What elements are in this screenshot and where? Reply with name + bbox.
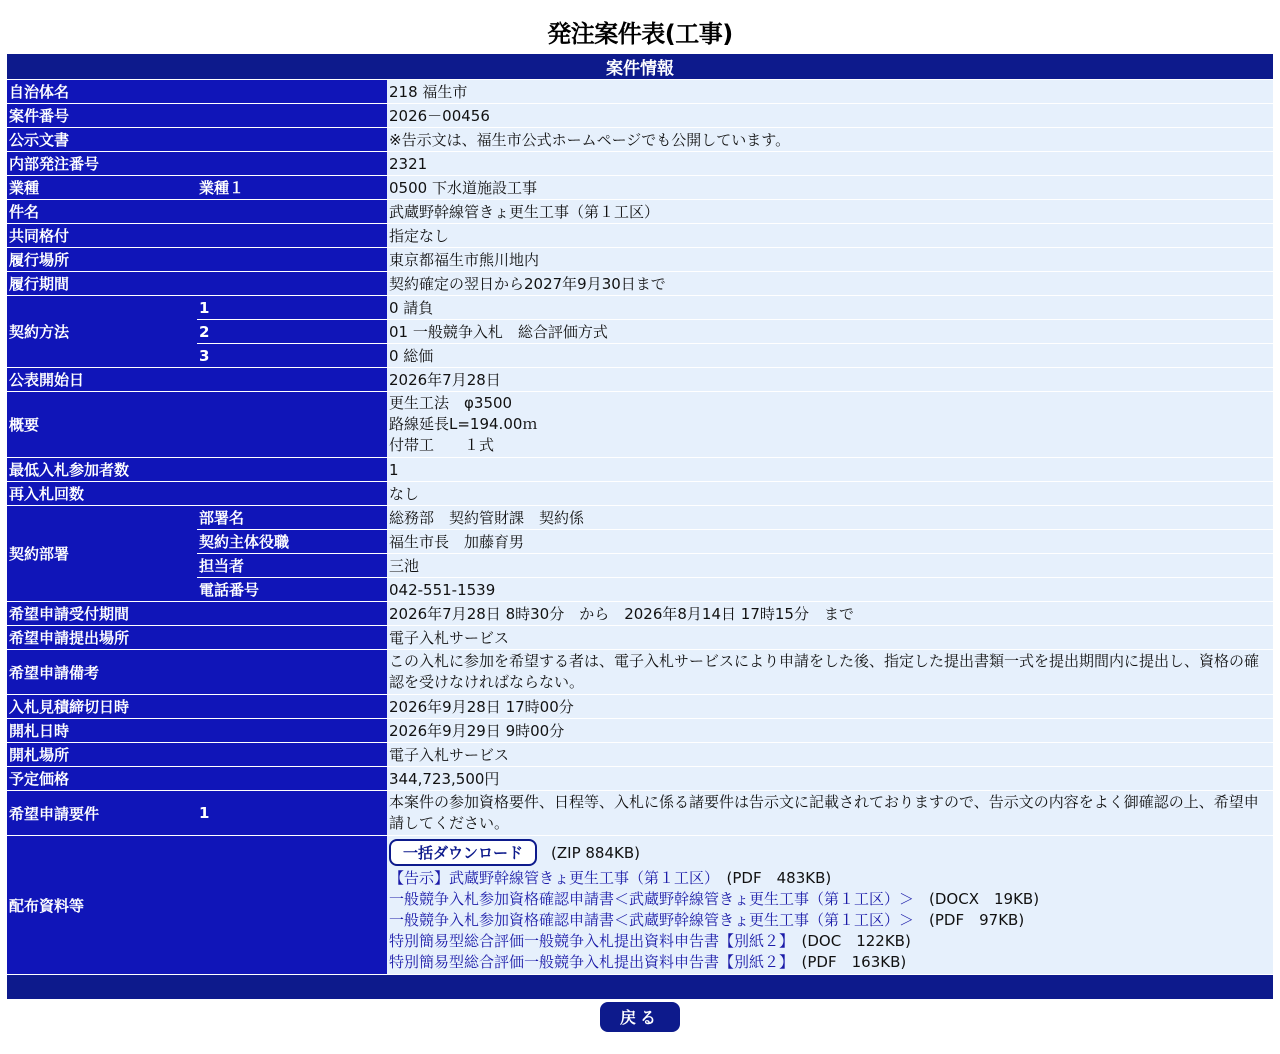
table-row <box>7 320 1273 343</box>
field-label: 開札場所 <box>7 743 387 766</box>
table-row <box>7 482 1273 505</box>
section-header: 案件情報 <box>7 54 1273 79</box>
field-value: 三池 <box>387 554 1273 577</box>
table-row <box>7 80 1273 103</box>
file-link[interactable]: 一般競争入札参加資格確認申請書＜武蔵野幹線管きょ更生工事（第１工区）＞ <box>389 911 915 929</box>
table-row <box>7 152 1273 175</box>
field-value: 2321 <box>387 152 1273 175</box>
field-value: 2026年9月29日 9時00分 <box>387 719 1273 742</box>
info-table <box>7 53 1273 975</box>
field-value: 042-551-1539 <box>387 578 1273 601</box>
field-label: 履行場所 <box>7 248 387 271</box>
table-row <box>7 554 1273 577</box>
field-label: 希望申請受付期間 <box>7 602 387 625</box>
field-label: 入札見積締切日時 <box>7 695 387 718</box>
summary-line: 更生工法 φ3500 <box>389 394 513 412</box>
field-value <box>387 392 1273 457</box>
field-sublabel: 部署名 <box>197 506 387 529</box>
table-row <box>7 578 1273 601</box>
table-row <box>7 695 1273 718</box>
field-label: 配布資料等 <box>7 836 387 974</box>
field-label: 開札日時 <box>7 719 387 742</box>
field-value: なし <box>387 482 1273 505</box>
file-meta: (PDF 483KB) <box>726 869 832 887</box>
back-button[interactable]: 戻る <box>600 1002 680 1032</box>
field-value: 2026年9月28日 17時00分 <box>387 695 1273 718</box>
table-row <box>7 368 1273 391</box>
field-sublabel: 担当者 <box>197 554 387 577</box>
table-row <box>7 602 1273 625</box>
field-value: 2026－00456 <box>387 104 1273 127</box>
table-row <box>7 272 1273 295</box>
table-row <box>7 530 1273 553</box>
table-row <box>7 176 1273 199</box>
field-label: 件名 <box>7 200 387 223</box>
field-label: 契約方法 <box>7 296 197 367</box>
table-row <box>7 458 1273 481</box>
field-label: 共同格付 <box>7 224 387 247</box>
file-link[interactable]: 特別簡易型総合評価一般競争入札提出資料申告書【別紙２】 <box>389 953 787 971</box>
distribution-files <box>387 836 1273 974</box>
table-row <box>7 767 1273 790</box>
table-row <box>7 506 1273 529</box>
field-value: 指定なし <box>387 224 1273 247</box>
table-row <box>7 224 1273 247</box>
field-value: 0500 下水道施設工事 <box>387 176 1273 199</box>
field-value: 契約確定の翌日から2027年9月30日まで <box>387 272 1273 295</box>
field-label: 希望申請備考 <box>7 650 387 694</box>
field-value: 本案件の参加資格要件、日程等、入札に係る諸要件は告示文に記載されておりますので、告示文の内容をよく御確認の上、希望申請してください。 <box>387 791 1273 835</box>
summary-line: 付帯工 １式 <box>389 436 495 454</box>
field-value: 東京都福生市熊川地内 <box>387 248 1273 271</box>
field-value: ※告示文は、福生市公式ホームページでも公開しています。 <box>387 128 1273 151</box>
table-row <box>7 650 1273 694</box>
field-value: 0 総価 <box>387 344 1273 367</box>
field-value: 2026年7月28日 <box>387 368 1273 391</box>
field-value: 福生市長 加藤育男 <box>387 530 1273 553</box>
table-row <box>7 626 1273 649</box>
field-value: 総務部 契約管財課 契約係 <box>387 506 1273 529</box>
table-row <box>7 791 1273 835</box>
page-title: 発注案件表(工事) <box>547 20 733 48</box>
table-row <box>7 128 1273 151</box>
file-meta: (PDF 163KB) <box>801 953 907 971</box>
field-label: 公表開始日 <box>7 368 387 391</box>
field-value: 電子入札サービス <box>387 743 1273 766</box>
field-value: この入札に参加を希望する者は、電子入札サービスにより申請をした後、指定した提出書類一式を提出期間内に提出し、資格の確認を受けなければならない。 <box>387 650 1273 694</box>
table-row <box>7 248 1273 271</box>
field-value: 344,723,500円 <box>387 767 1273 790</box>
summary-line: 路線延長L=194.00ｍ <box>389 415 538 433</box>
file-meta: (ZIP 884KB) <box>551 844 640 862</box>
file-meta: (PDF 97KB) <box>929 911 1025 929</box>
field-label: 自治体名 <box>7 80 387 103</box>
file-meta: (DOCX 19KB) <box>929 890 1040 908</box>
field-sublabel: 3 <box>197 344 387 367</box>
table-row <box>7 200 1273 223</box>
field-label: 再入札回数 <box>7 482 387 505</box>
field-label: 最低入札参加者数 <box>7 458 387 481</box>
table-row <box>7 836 1273 974</box>
field-label: 概要 <box>7 392 387 457</box>
field-value: 0 請負 <box>387 296 1273 319</box>
footer-bar <box>7 975 1273 999</box>
field-label: 希望申請提出場所 <box>7 626 387 649</box>
back-button-wrap <box>0 1002 1280 1032</box>
field-label: 内部発注番号 <box>7 152 387 175</box>
field-sublabel: 業種１ <box>197 176 387 199</box>
file-link[interactable]: 特別簡易型総合評価一般競争入札提出資料申告書【別紙２】 <box>389 932 787 950</box>
field-sublabel: 電話番号 <box>197 578 387 601</box>
field-label: 契約部署 <box>7 506 197 601</box>
field-label: 案件番号 <box>7 104 387 127</box>
field-value: 電子入札サービス <box>387 626 1273 649</box>
field-value: 1 <box>387 458 1273 481</box>
table-row <box>7 392 1273 457</box>
field-sublabel: 1 <box>197 791 387 835</box>
field-value: 2026年7月28日 8時30分 から 2026年8月14日 17時15分 まで <box>387 602 1273 625</box>
file-link[interactable]: 一般競争入札参加資格確認申請書＜武蔵野幹線管きょ更生工事（第１工区）＞ <box>389 890 915 908</box>
field-value: 武蔵野幹線管きょ更生工事（第１工区） <box>387 200 1273 223</box>
table-row <box>7 344 1273 367</box>
field-sublabel: 1 <box>197 296 387 319</box>
field-label: 希望申請要件 <box>7 791 197 835</box>
table-row <box>7 719 1273 742</box>
field-label: 履行期間 <box>7 272 387 295</box>
bulk-download-button[interactable]: 一括ダウンロード <box>389 839 537 866</box>
field-label: 業種 <box>7 176 197 199</box>
field-label: 公示文書 <box>7 128 387 151</box>
file-link[interactable]: 【告示】武蔵野幹線管きょ更生工事（第１工区） <box>389 869 712 887</box>
field-value: 01 一般競争入札 総合評価方式 <box>387 320 1273 343</box>
field-value: 218 福生市 <box>387 80 1273 103</box>
table-row <box>7 296 1273 319</box>
file-meta: (DOC 122KB) <box>801 932 911 950</box>
table-row <box>7 743 1273 766</box>
field-sublabel: 2 <box>197 320 387 343</box>
table-row <box>7 104 1273 127</box>
field-sublabel: 契約主体役職 <box>197 530 387 553</box>
field-label: 予定価格 <box>7 767 387 790</box>
